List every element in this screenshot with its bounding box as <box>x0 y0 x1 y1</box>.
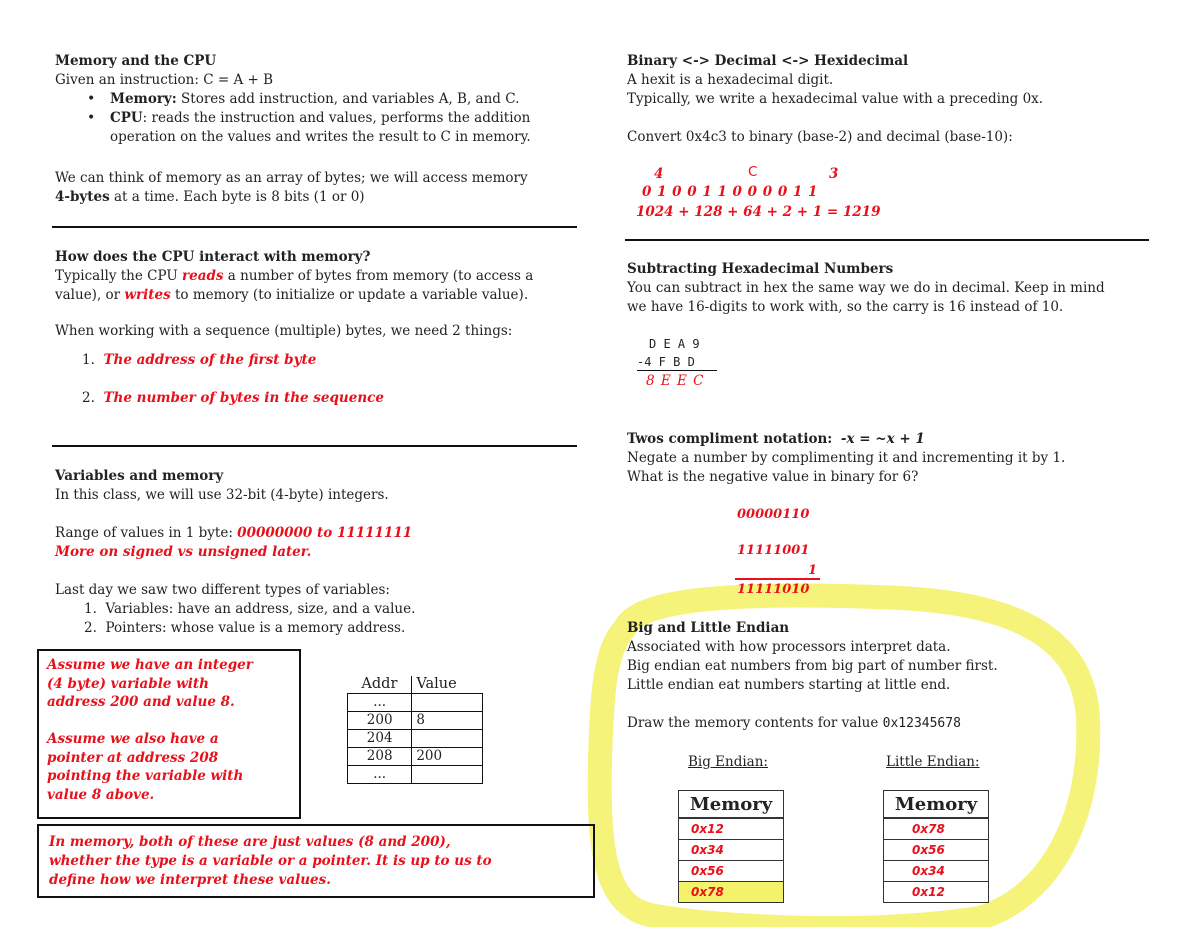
bullet-cpu-cont: operation on the values and writes the result to C in memory. <box>110 129 531 145</box>
table-row: 204 <box>348 730 483 748</box>
subtract-title: Subtracting Hexadecimal Numbers <box>627 261 894 277</box>
table-row: 0x56 <box>884 840 989 861</box>
table-header-row: Addr Value <box>348 676 483 694</box>
bullet-memory: • Memory: Stores add instruction, and variables A, B, and C. <box>55 90 531 109</box>
hex-digit: C <box>748 164 758 180</box>
divider <box>52 226 577 228</box>
table-row: 0x34 <box>884 861 989 882</box>
hex-digit: 3 <box>829 166 839 182</box>
table-row: 0x12 <box>884 882 989 903</box>
divider <box>625 239 1149 241</box>
hex-sub-result: 8 E E C <box>646 373 705 389</box>
memory-cpu-bullets <box>55 90 531 147</box>
table-row: 0x56 <box>679 861 784 882</box>
table-row: 200 8 <box>348 712 483 730</box>
table-row: 0x12 <box>679 818 784 840</box>
need-two-things: When working with a sequence (multiple) bytes, we need 2 things: <box>55 323 513 339</box>
assume-text: Assume we have an integer (4 byte) variable with address 200 and value 8. Assume we also have a pointer at address 208 pointing the variable with value 8 above. <box>47 657 253 803</box>
conversion-title: Binary <-> Decimal <-> Hexidecimal <box>627 53 909 69</box>
binary-value: 0 1 0 0 1 1 0 0 0 0 1 1 <box>642 184 818 200</box>
twos-title: Twos compliment notation: -x = ~x + 1 <box>627 431 925 447</box>
subtract-line2: we have 16-digits to work with, so the carry is 16 instead of 10. <box>627 299 1064 315</box>
twos-value: 11111010 <box>737 582 810 597</box>
table-row: 0x78 <box>884 818 989 840</box>
table-row: ... <box>348 766 483 784</box>
memory-cpu-title: Memory and the CPU <box>55 53 217 69</box>
table-row: ... <box>348 694 483 712</box>
table-row: 0x34 <box>679 840 784 861</box>
divider <box>52 445 577 447</box>
endian-line3: Little endian eat numbers starting at little end. <box>627 677 951 693</box>
list-item: 1. Variables: have an address, size, and a value. <box>84 601 416 617</box>
interpret-box <box>37 824 595 898</box>
list-item: 2. Pointers: whose value is a memory address. <box>84 620 406 636</box>
endian-line4: Draw the memory contents for value 0x12345678 <box>627 715 961 731</box>
cpu-interact-line1: Typically the CPU reads a number of bytes from memory (to access a <box>55 268 534 284</box>
cpu-interact-title: How does the CPU interact with memory? <box>55 249 371 265</box>
little-endian-label: Little Endian: <box>886 754 980 770</box>
twos-value: 1 <box>808 563 818 578</box>
decimal-value: 1024 + 128 + 64 + 2 + 1 = 1219 <box>636 204 881 220</box>
sum-line <box>637 370 717 371</box>
twos-line1: Negate a number by complimenting it and incrementing it by 1. <box>627 450 1066 466</box>
list-item: 2. The number of bytes in the sequence <box>82 390 384 406</box>
twos-line2: What is the negative value in binary for 6? <box>627 469 919 485</box>
memory-array-line1: We can think of memory as an array of bytes; we will access memory <box>55 170 528 186</box>
big-endian-memory <box>678 790 784 903</box>
memory-header: Memory <box>679 791 784 819</box>
cpu-interact-line2: value), or writes to memory (to initialize or update a variable value). <box>55 287 529 303</box>
conversion-line2: Typically, we write a hexadecimal value with a preceding 0x. <box>627 91 1044 107</box>
variables-title: Variables and memory <box>55 468 224 484</box>
lastday-line: Last day we saw two different types of variables: <box>55 582 390 598</box>
conversion-line1: A hexit is a hexadecimal digit. <box>627 72 834 88</box>
twos-value: 11111001 <box>737 543 810 558</box>
hex-sub-top: D E A 9 <box>649 337 700 351</box>
conversion-line3: Convert 0x4c3 to binary (base-2) and decimal (base-10): <box>627 129 1013 145</box>
big-endian-label: Big Endian: <box>688 754 768 770</box>
endian-title: Big and Little Endian <box>627 620 790 636</box>
little-endian-memory <box>883 790 989 903</box>
list-item: 1. The address of the first byte <box>82 352 317 368</box>
twos-value: 00000110 <box>737 507 810 522</box>
subtract-line1: You can subtract in hex the same way we do in decimal. Keep in mind <box>627 280 1105 296</box>
signed-note: More on signed vs unsigned later. <box>55 544 312 560</box>
hex-sub-minus: -4 F B D <box>637 355 695 369</box>
bullet-cpu: • CPU: reads the instruction and values, performs the addition <box>55 109 531 128</box>
range-line: Range of values in 1 byte: 00000000 to 11111111 <box>55 525 413 541</box>
interpret-text: In memory, both of these are just values (8 and 200), whether the type is a variable or a pointer. It is up to us to define how we interpret these values. <box>49 834 492 888</box>
table-row: 0x78 <box>679 882 784 903</box>
variables-intro: In this class, we will use 32-bit (4-byte) integers. <box>55 487 389 503</box>
assume-box <box>37 649 301 819</box>
memory-header: Memory <box>884 791 989 819</box>
hex-digit: 4 <box>654 166 664 182</box>
endian-line2: Big endian eat numbers from big part of number first. <box>627 658 998 674</box>
endian-line1: Associated with how processors interpret data. <box>627 639 951 655</box>
memory-array-line2: 4-bytes at a time. Each byte is 8 bits (1 or 0) <box>55 189 365 205</box>
memory-cpu-intro: Given an instruction: C = A + B <box>55 72 274 88</box>
table-row: 208 200 <box>348 748 483 766</box>
addr-value-table <box>347 676 483 784</box>
